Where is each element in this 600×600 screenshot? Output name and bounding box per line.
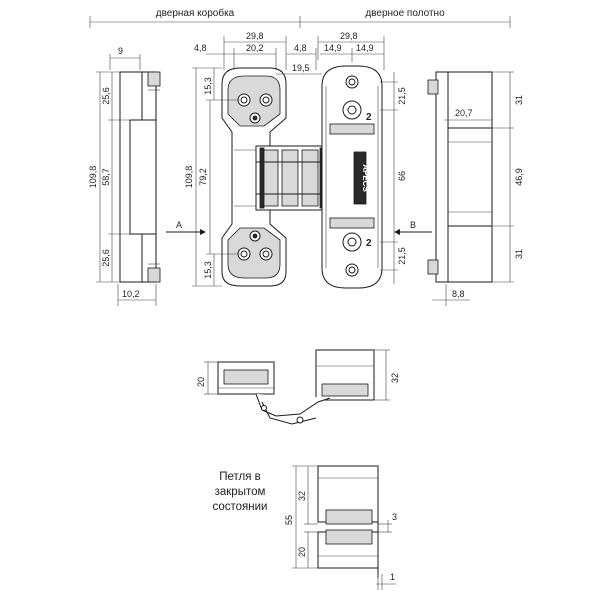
dim-58-7: 58,7 [101, 168, 111, 186]
caption-line-3: состоянии [212, 501, 268, 513]
dim-79-2: 79,2 [198, 168, 208, 186]
caption-line-2: закрытом [214, 486, 266, 498]
section-arrow-a [166, 220, 206, 235]
header-frame-label: дверная коробка [155, 8, 235, 19]
dim-32-closed: 32 [297, 490, 307, 502]
dim-25-6-top: 25,6 [101, 87, 111, 105]
brand-label: APECS [361, 164, 370, 192]
dim-46-9: 46,9 [514, 168, 524, 186]
dim-32-open: 32 [390, 372, 400, 384]
mark-top: 2 [366, 112, 372, 123]
dim-10-2: 10,2 [122, 289, 140, 299]
section-label-a: A [176, 220, 183, 230]
leaf-front-view [322, 66, 382, 288]
dim-19-5: 19,5 [292, 63, 310, 73]
dim-55: 55 [284, 514, 294, 526]
dim-21-5-bottom: 21,5 [397, 247, 407, 265]
dim-14-9-b: 14,9 [356, 43, 374, 53]
hinge-closed-view [284, 466, 397, 590]
leaf-vertical-dimensions [380, 72, 407, 284]
header-frame [90, 7, 300, 28]
dim-9: 9 [118, 46, 124, 56]
closed-state-caption [213, 471, 268, 513]
dim-109-8-left: 109,8 [88, 165, 98, 189]
header-leaf-label: дверное полотно [365, 8, 445, 19]
dim-4-8-mid: 4,8 [294, 43, 307, 53]
dim-25-6-bottom: 25,6 [101, 249, 111, 267]
header-leaf [300, 8, 510, 28]
dim-1: 1 [390, 572, 396, 582]
dim-109-8-mid: 109,8 [184, 165, 194, 189]
dim-20-2: 20,2 [246, 43, 264, 53]
dim-31-bottom: 31 [514, 248, 524, 260]
right-side-view [428, 72, 524, 306]
section-arrow-b [394, 220, 432, 235]
dim-15-3-bottom: 15,3 [203, 261, 213, 279]
dim-20-closed: 20 [297, 546, 307, 558]
dim-3: 3 [392, 512, 398, 522]
dim-20-open: 20 [196, 376, 206, 388]
dim-29-8-left: 29,8 [246, 31, 264, 41]
dim-21-5-top: 21,5 [397, 87, 407, 105]
hinge-link-mechanism [256, 146, 328, 210]
mark-bottom: 2 [366, 238, 372, 249]
hinge-open-view [196, 350, 400, 424]
dim-8-8: 8,8 [452, 289, 465, 299]
dim-29-8-right: 29,8 [340, 31, 358, 41]
dim-4-8-left: 4,8 [194, 43, 207, 53]
section-label-b: B [410, 220, 417, 230]
caption-line-1: Петля в [219, 471, 261, 483]
left-side-view [88, 46, 160, 306]
dim-14-9-a: 14,9 [324, 43, 342, 53]
dim-66: 66 [397, 170, 407, 182]
dim-31-top: 31 [514, 94, 524, 106]
dim-15-3-top: 15,3 [203, 77, 213, 95]
dim-20-7: 20,7 [455, 108, 473, 118]
